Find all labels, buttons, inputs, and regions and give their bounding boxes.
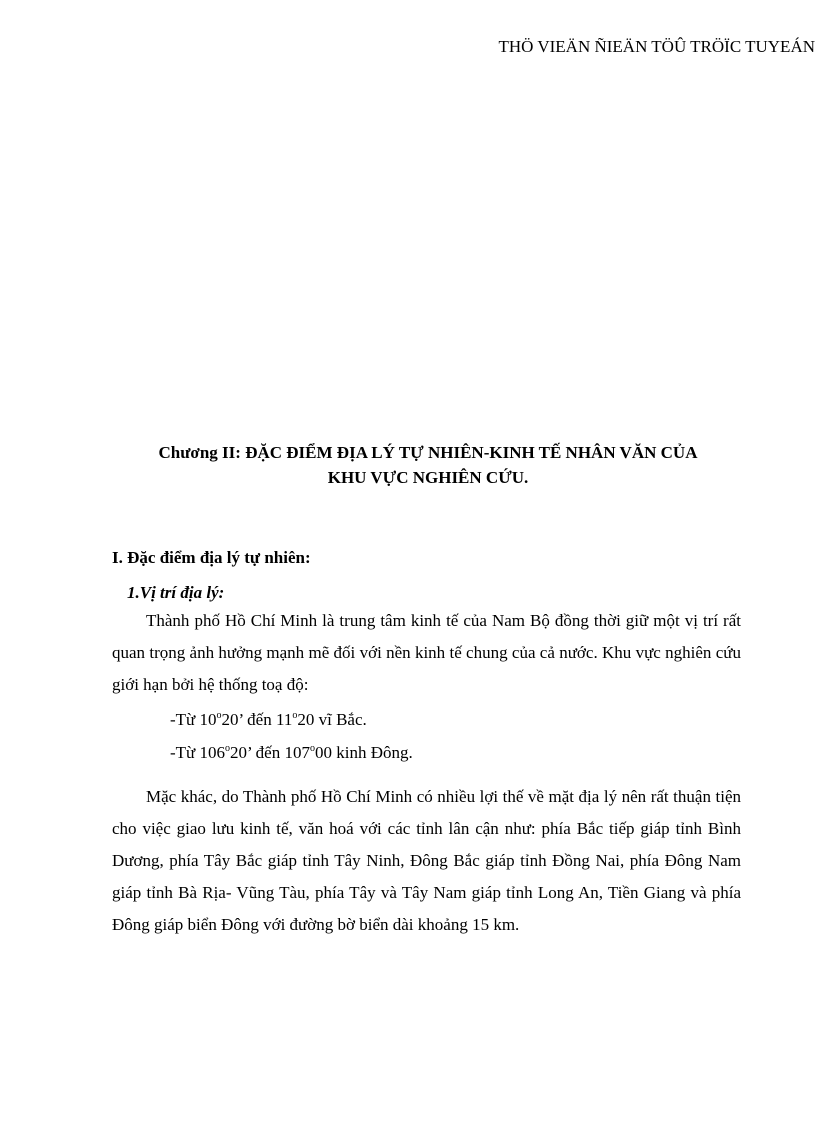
latitude-middle: 20’ đến 11 bbox=[221, 710, 293, 729]
section-heading: I. Đặc điểm địa lý tự nhiên: bbox=[112, 548, 311, 567]
longitude-suffix: 00 kinh Đông. bbox=[314, 743, 413, 762]
longitude-middle: 20’ đến 107 bbox=[230, 743, 310, 762]
chapter-title bbox=[0, 440, 816, 490]
coordinate-longitude bbox=[170, 743, 413, 763]
paragraph-borders: Mặc khác, do Thành phố Hồ Chí Minh có nhiều lợi thế về mặt địa lý nên rất thuận tiện cho việc giao lưu kinh tế, văn hoá với các tỉnh lân cận như: phía Bắc tiếp giáp tỉnh Bình Dương, phía Tây Bắc giáp tỉnh Tây Ninh, Đông Bắc giáp tỉnh Đồng Nai, phía Đông Nam giáp tỉnh Bà Rịa- Vũng Tàu, phía Tây và Tây Nam giáp tỉnh Long An, Tiền Giang và phía Đông giáp biển Đông với đường bờ biển dài khoảng 15 km. bbox=[112, 787, 741, 934]
chapter-title-line-1: Chương II: ĐẶC ĐIỂM ĐỊA LÝ TỰ NHIÊN-KINH TẾ NHÂN VĂN CỦA bbox=[158, 443, 698, 462]
coordinate-latitude bbox=[170, 710, 367, 730]
subsection-heading: 1.Vị trí địa lý: bbox=[127, 583, 225, 602]
chapter-title-line-2: KHU VỰC NGHIÊN CỨU. bbox=[327, 468, 529, 487]
latitude-suffix: 20 vĩ Bắc. bbox=[297, 710, 367, 729]
page-header: THÖ VIEÄN ÑIEÄN TÖÛ TRÖÏC TUYEÁN bbox=[498, 37, 815, 56]
degree-mark: o bbox=[225, 743, 231, 754]
degree-mark: o bbox=[292, 710, 298, 721]
degree-mark: o bbox=[309, 743, 315, 754]
degree-mark: o bbox=[216, 710, 222, 721]
paragraph-intro: Thành phố Hồ Chí Minh là trung tâm kinh tế của Nam Bộ đồng thời giữ một vị trí rất quan trọng ảnh hưởng mạnh mẽ đối với nền kinh tế chung của cả nước. Khu vực nghiên cứu giới hạn bởi hệ thống toạ độ: bbox=[112, 611, 741, 694]
longitude-prefix: -Từ 106 bbox=[170, 743, 226, 762]
latitude-prefix: -Từ 10 bbox=[170, 710, 217, 729]
